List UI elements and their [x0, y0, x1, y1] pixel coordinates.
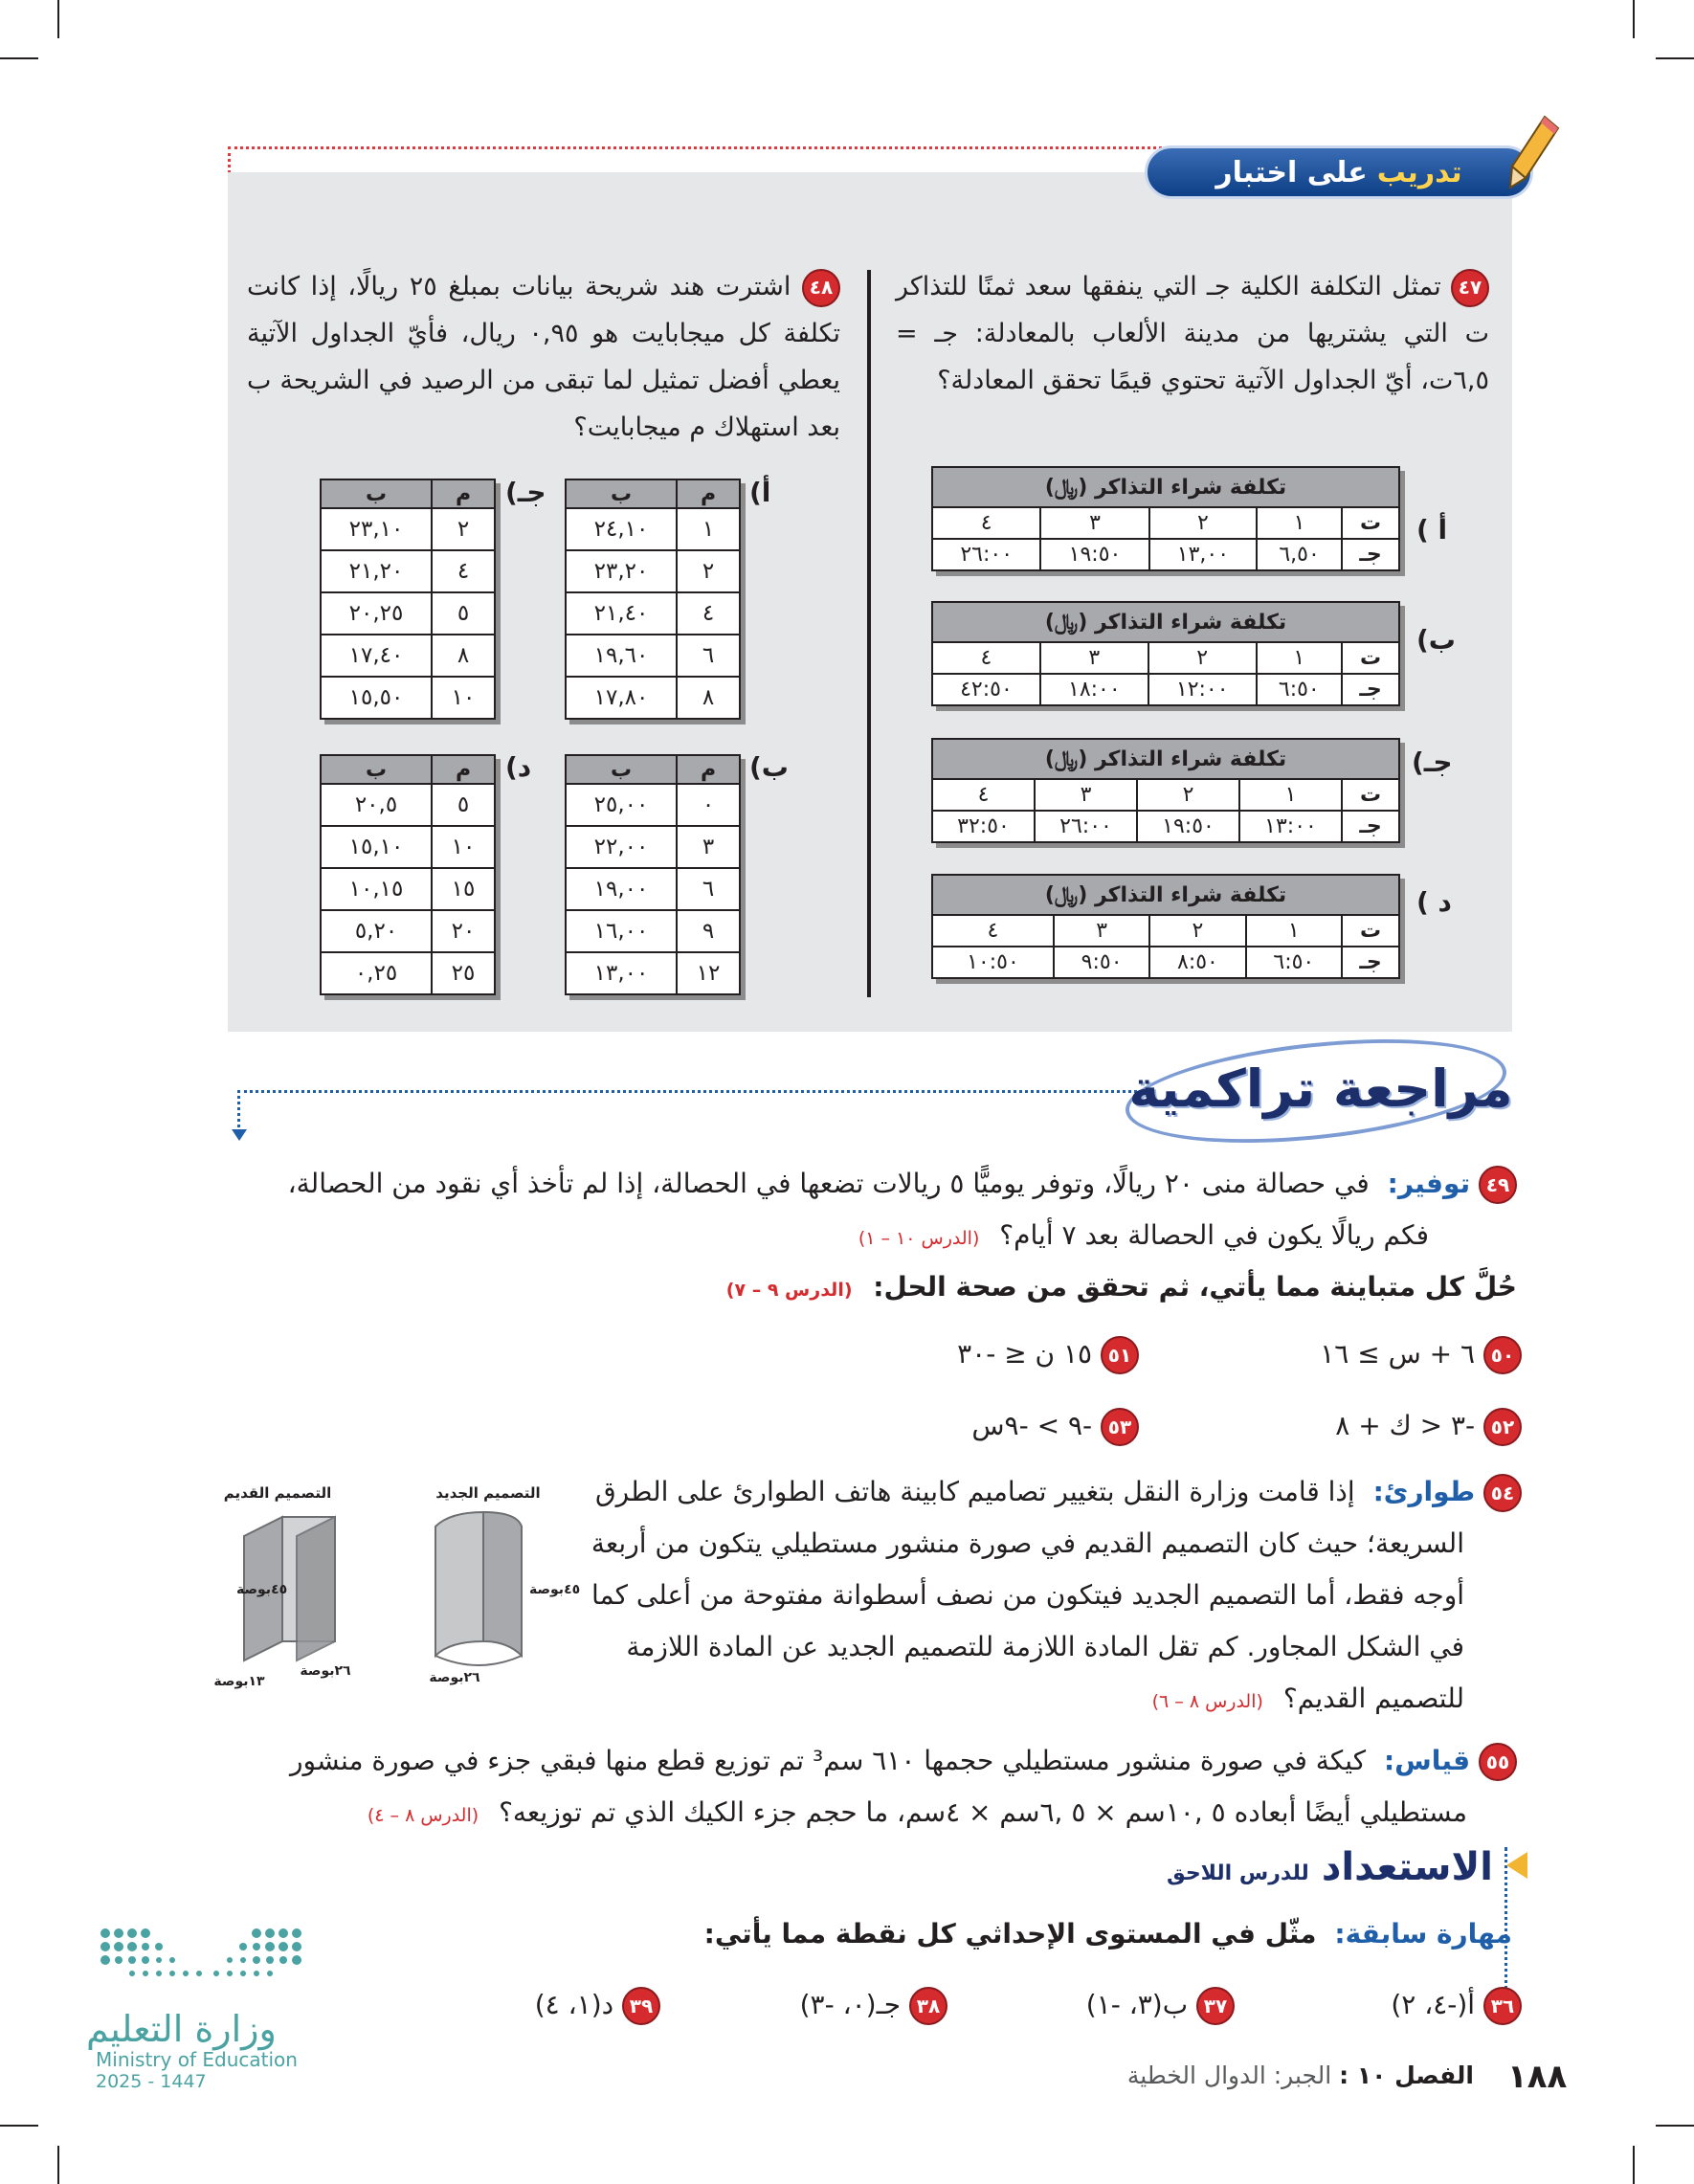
question-number-38: ٣٨: [909, 1987, 947, 2025]
instruction: [230, 1263, 1517, 1314]
crop-mark: [0, 57, 38, 59]
cumulative-review-title: مراجعة تراكمية: [1128, 1059, 1513, 1119]
table-cell: ١: [1257, 507, 1342, 539]
table-cell: ٨:٥٠: [1149, 947, 1245, 978]
table-cell: ٤: [932, 642, 1040, 674]
option-label-c: جـ): [1412, 747, 1453, 778]
question-number-50: ٥٠: [1483, 1336, 1522, 1374]
table-cell: ٣٢:٥٠: [932, 811, 1035, 842]
cost-table-title: تكلفة شراء التذاكر (﷼): [932, 602, 1399, 642]
review-dotted-line: [237, 1090, 1137, 1093]
table-cell: ٢: [1137, 779, 1239, 811]
table-cell: ١٩,٠٠: [566, 868, 677, 910]
lesson-ref: (الدرس ١٠ – ١): [858, 1228, 980, 1249]
table-cell: ١٢: [677, 952, 740, 994]
lesson-ref: (الدرس ٨ – ٦): [1151, 1691, 1263, 1712]
col-header-m: م: [432, 479, 495, 508]
col-header-b: ب: [321, 479, 432, 508]
crop-mark: [1633, 2146, 1635, 2184]
table-cell: ٤: [932, 507, 1040, 539]
col-header-b: ب: [566, 479, 677, 508]
table-cell: ١٥,٥٠: [321, 677, 432, 719]
keyword-emergency: طوارئ:: [1372, 1476, 1476, 1507]
row-label-t: ت: [1342, 915, 1399, 947]
col-header-m: م: [677, 479, 740, 508]
question-50-text: ٦ + س ≥ ١٦: [1320, 1338, 1476, 1370]
option-label-a: أ ): [1416, 514, 1448, 546]
keyword-measurement: قياس:: [1383, 1745, 1471, 1776]
question-54-line1: إذا قامت وزارة النقل بتغيير تصاميم كابينة هاتف الطوارئ على الطرق: [594, 1476, 1355, 1507]
table-cell: ٤: [677, 592, 740, 635]
option-label-d: د ): [1416, 886, 1452, 918]
table-cell: ٢٣,١٠: [321, 508, 432, 550]
row-label-t: ت: [1342, 642, 1399, 674]
test-practice-badge: [1145, 145, 1533, 199]
table-cell: ١٠,١٥: [321, 868, 432, 910]
fig-label-new: التصميم الجديد: [435, 1484, 541, 1502]
table-cell: ٢٥,٠٠: [566, 784, 677, 826]
table-cell: ٩:٥٠: [1054, 947, 1149, 978]
question-47-text: تمثل التكلفة الكلية جـ التي ينفقها سعد ثمنًا للتذاكر ت التي يشتريها من مدينة الألعاب بالمعادلة: جـ = ٦,٥ت، أيّ الجداول الآتية تحتوي قيمًا تحقق المعادلة؟: [896, 272, 1489, 395]
cost-table-b: [931, 601, 1400, 706]
mb-table-d: [320, 754, 496, 995]
table-cell: ١٢:٠٠: [1148, 674, 1257, 705]
table-cell: ٣: [1054, 915, 1149, 947]
table-cell: ٤٢:٥٠: [932, 674, 1040, 705]
practice-dotted-border: [228, 146, 1185, 149]
get-ready-title: [1101, 1845, 1493, 1889]
table-cell: ١: [1246, 915, 1342, 947]
table-cell: ٥,٢٠: [321, 910, 432, 952]
table-cell: ١٧,٤٠: [321, 635, 432, 677]
table-cell: ٢: [1149, 915, 1245, 947]
crop-mark: [57, 0, 59, 38]
question-54-line5: للتصميم القديم؟: [1282, 1683, 1464, 1714]
question-38: [737, 1981, 947, 2029]
question-51: [670, 1330, 1139, 1378]
cost-table-c: [931, 738, 1400, 843]
question-49-cont: [230, 1212, 1429, 1262]
mb-table-c: [320, 479, 496, 720]
question-53-text: -٩ > -٩س: [971, 1410, 1093, 1441]
col-header-m: م: [677, 755, 740, 784]
table-cell: ١٥,١٠: [321, 826, 432, 868]
keyword-saving: توفير:: [1387, 1168, 1471, 1199]
table-cell: ١٠:٥٠: [932, 947, 1054, 978]
table-cell: ٣: [1035, 779, 1137, 811]
point-c: جـ(٠، -٣): [799, 1989, 902, 2020]
table-cell: ٢٦:٠٠: [932, 539, 1040, 570]
table-cell: ٢١,٢٠: [321, 550, 432, 592]
question-39: [488, 1981, 660, 2029]
badge-part2: على اختبار: [1215, 155, 1368, 189]
table-cell: ١٣,٠٠: [566, 952, 677, 994]
dim-old-width: ٢٦بوصة: [300, 1663, 351, 1679]
question-number-52: ٥٢: [1483, 1408, 1522, 1446]
table-cell: ١: [677, 508, 740, 550]
cost-table-title: تكلفة شراء التذاكر (﷼): [932, 739, 1399, 779]
question-54-line4: في الشكل المجاور. كم تقل المادة اللازمة للتصميم الجديد عن المادة اللازمة: [626, 1631, 1464, 1662]
question-number-54: ٥٤: [1483, 1474, 1522, 1512]
question-number-47: ٤٧: [1451, 269, 1489, 307]
row-label-c: جـ: [1342, 811, 1399, 842]
keyword-prior-skill: مهارة سابقة:: [1334, 1918, 1512, 1950]
table-cell: ٠: [677, 784, 740, 826]
arrow-down-icon: [232, 1129, 247, 1141]
mb-table-a: [565, 479, 741, 720]
review-dotted-line: [237, 1090, 240, 1133]
crop-mark: [1656, 57, 1694, 59]
question-55-cont: [230, 1789, 1467, 1839]
column-divider: [867, 270, 871, 997]
table-cell: ٠,٢٥: [321, 952, 432, 994]
question-54-line5-wrap: [565, 1675, 1464, 1726]
question-53: [670, 1402, 1139, 1450]
question-48-text: اشترت هند شريحة بيانات بمبلغ ٢٥ ريالًا، إذا كانت تكلفة كل ميجابايت هو ٠,٩٥ ريال، فأيّ الجداول الآتية يعطي أفضل تمثيل لما تبقى من الرصيد في الشريحة ب بعد استهلاك م ميجابايت؟: [247, 272, 840, 442]
page-number: ١٨٨: [1507, 2058, 1568, 2096]
table-cell: ٢٣,٢٠: [566, 550, 677, 592]
get-ready-subtitle: للدرس اللاحق: [1166, 1861, 1309, 1885]
dim-new-width: ٢٦بوصة: [429, 1670, 480, 1685]
question-52-text: -٣ < ك + ٨: [1335, 1410, 1476, 1441]
table-cell: ١٣,٠٠: [1149, 539, 1257, 570]
lesson-ref: (الدرس ٩ – ٧): [725, 1280, 853, 1301]
instruction-text: حُلَّ كل متباينة مما يأتي، ثم تحقق من صحة الحل:: [873, 1271, 1517, 1303]
cost-table-a: [931, 466, 1400, 571]
table-cell: ٤: [932, 779, 1035, 811]
table-cell: ٦: [677, 868, 740, 910]
table-cell: ٥: [432, 592, 495, 635]
row-label-c: جـ: [1342, 947, 1399, 978]
table-cell: ١٠: [432, 677, 495, 719]
question-number-39: ٣٩: [622, 1987, 660, 2025]
prior-skill-text: مثّل في المستوى الإحداثي كل نقطة مما يأتي:: [703, 1918, 1317, 1950]
question-50: [1072, 1330, 1522, 1378]
table-cell: ٤: [432, 550, 495, 592]
col-header-b: ب: [566, 755, 677, 784]
question-49-line2: فكم ريالًا يكون في الحصالة بعد ٧ أيام؟: [999, 1219, 1429, 1251]
question-54: [565, 1468, 1522, 1516]
ministry-logo-icon: [86, 1914, 316, 2010]
table-cell: ٨: [677, 677, 740, 719]
table-cell: ٢٢,٠٠: [566, 826, 677, 868]
table-cell: ٢٤,١٠: [566, 508, 677, 550]
dim-old-height: ٤٥بوصة: [236, 1582, 288, 1597]
table-cell: ٥: [432, 784, 495, 826]
table-cell: ١٩,٦٠: [566, 635, 677, 677]
row-label-t: ت: [1342, 507, 1399, 539]
table-cell: ٦,٥٠: [1257, 539, 1342, 570]
option-label-b: ب): [749, 751, 789, 783]
prior-skill: [574, 1910, 1512, 1958]
dim-new-height: ٤٥بوصة: [529, 1582, 581, 1597]
ministry-name-en: Ministry of Education: [96, 2048, 298, 2071]
fig-label-old: التصميم القديم: [223, 1484, 332, 1502]
point-b: ب(٣، -١): [1085, 1989, 1189, 2020]
booth-designs-figure: [177, 1469, 581, 1689]
table-cell: ٨: [432, 635, 495, 677]
table-cell: ٢٠: [432, 910, 495, 952]
question-49-line1: في حصالة منى ٢٠ ريالًا، وتوفر يوميًّا ٥ ريالات تضعها في الحصالة، إذا لم تأخذ أي نقود من الحصالة،: [287, 1168, 1370, 1199]
dim-old-depth: ١٣بوصة: [213, 1674, 265, 1689]
table-cell: ٢١,٤٠: [566, 592, 677, 635]
table-cell: ١: [1257, 642, 1342, 674]
question-number-55: ٥٥: [1479, 1743, 1517, 1781]
table-cell: ١٩:٥٠: [1137, 811, 1239, 842]
question-55: [230, 1737, 1517, 1785]
cost-table-d: [931, 874, 1400, 979]
cost-table-title: تكلفة شراء التذاكر (﷼): [932, 875, 1399, 915]
chapter-footer: [1043, 2061, 1474, 2089]
table-cell: ١٦,٠٠: [566, 910, 677, 952]
crop-mark: [0, 2125, 38, 2127]
table-cell: ٦:٥٠: [1257, 674, 1342, 705]
question-36: [1263, 1981, 1522, 2029]
ministry-name-ar: وزارة التعليم: [86, 2008, 277, 2050]
table-cell: ١٨:٠٠: [1040, 674, 1148, 705]
table-cell: ١٥: [432, 868, 495, 910]
row-label-c: جـ: [1342, 539, 1399, 570]
option-label-b: ب): [1416, 624, 1456, 656]
table-cell: ٣: [1040, 507, 1148, 539]
ministry-year: 2025 - 1447: [96, 2071, 207, 2092]
table-cell: ٢: [677, 550, 740, 592]
question-55-line2: مستطيلي أيضًا أبعاده ٥ ,١٠سم × ٥ ,٦سم × ٤سم، ما حجم جزء الكيك الذي تم توزيعه؟: [499, 1796, 1467, 1828]
table-cell: ٢٠,٢٥: [321, 592, 432, 635]
table-cell: ٦:٥٠: [1246, 947, 1342, 978]
col-header-b: ب: [321, 755, 432, 784]
option-label-c: جـ): [505, 477, 546, 508]
chapter-topic: الجبر: الدوال الخطية: [1126, 2061, 1332, 2089]
table-cell: ١٣:٠٠: [1239, 811, 1342, 842]
table-cell: ٣: [677, 826, 740, 868]
cost-table-title: تكلفة شراء التذاكر (﷼): [932, 467, 1399, 507]
question-54-line2: السريعة؛ حيث كان التصميم القديم في صورة منشور مستطيلي يتكون من أربعة: [591, 1527, 1464, 1559]
question-48: [247, 263, 840, 451]
question-number-48: ٤٨: [802, 269, 840, 307]
row-label-t: ت: [1342, 779, 1399, 811]
question-number-51: ٥١: [1101, 1336, 1139, 1374]
option-label-a: أ): [749, 477, 771, 508]
table-cell: ٢: [1148, 642, 1257, 674]
question-49: [230, 1160, 1517, 1208]
table-cell: ٢٠,٥: [321, 784, 432, 826]
crop-mark: [1656, 2125, 1694, 2127]
ready-triangle-icon: [1506, 1852, 1527, 1879]
question-number-37: ٣٧: [1196, 1987, 1235, 2025]
pencil-icon: [1506, 115, 1560, 191]
mb-table-b: [565, 754, 741, 995]
col-header-m: م: [432, 755, 495, 784]
crop-mark: [57, 2146, 59, 2184]
question-number-36: ٣٦: [1483, 1987, 1522, 2025]
table-cell: ١: [1239, 779, 1342, 811]
question-47: [896, 263, 1489, 404]
lesson-ref: (الدرس ٨ – ٤): [367, 1805, 479, 1826]
table-cell: ٩: [677, 910, 740, 952]
table-cell: ٢: [432, 508, 495, 550]
table-cell: ٢: [1149, 507, 1257, 539]
table-cell: ٢٦:٠٠: [1035, 811, 1137, 842]
table-cell: ٤: [932, 915, 1054, 947]
table-cell: ١٩:٥٠: [1040, 539, 1148, 570]
table-cell: ٢٥: [432, 952, 495, 994]
question-55-line1: كيكة في صورة منشور مستطيلي حجمها ٦١٠ سم³ تم توزيع قطع منها فبقي جزء في صورة منشور: [290, 1745, 1367, 1776]
table-cell: ٦: [677, 635, 740, 677]
question-37: [1014, 1981, 1235, 2029]
question-54-line3: أوجه فقط، أما التصميم الجديد فيتكون من نصف أسطوانة مفتوحة من أعلى كما: [591, 1579, 1464, 1611]
point-d: د(١، ٤): [534, 1989, 614, 2020]
chapter-label: الفصل ١٠ :: [1339, 2061, 1474, 2089]
get-ready-heading: الاستعداد: [1321, 1845, 1493, 1889]
table-cell: ٣: [1040, 642, 1148, 674]
question-52: [1072, 1402, 1522, 1450]
option-label-d: د): [505, 751, 532, 783]
table-cell: ١٧,٨٠: [566, 677, 677, 719]
question-number-53: ٥٣: [1101, 1408, 1139, 1446]
crop-mark: [1633, 0, 1635, 38]
question-number-49: ٤٩: [1479, 1166, 1517, 1204]
point-a: أ(-٤، ٢): [1391, 1989, 1476, 2020]
table-cell: ١٠: [432, 826, 495, 868]
row-label-c: جـ: [1342, 674, 1399, 705]
question-51-text: ١٥ ن ≤ -٣٠: [957, 1338, 1093, 1370]
badge-part1: تدريب: [1376, 155, 1462, 189]
